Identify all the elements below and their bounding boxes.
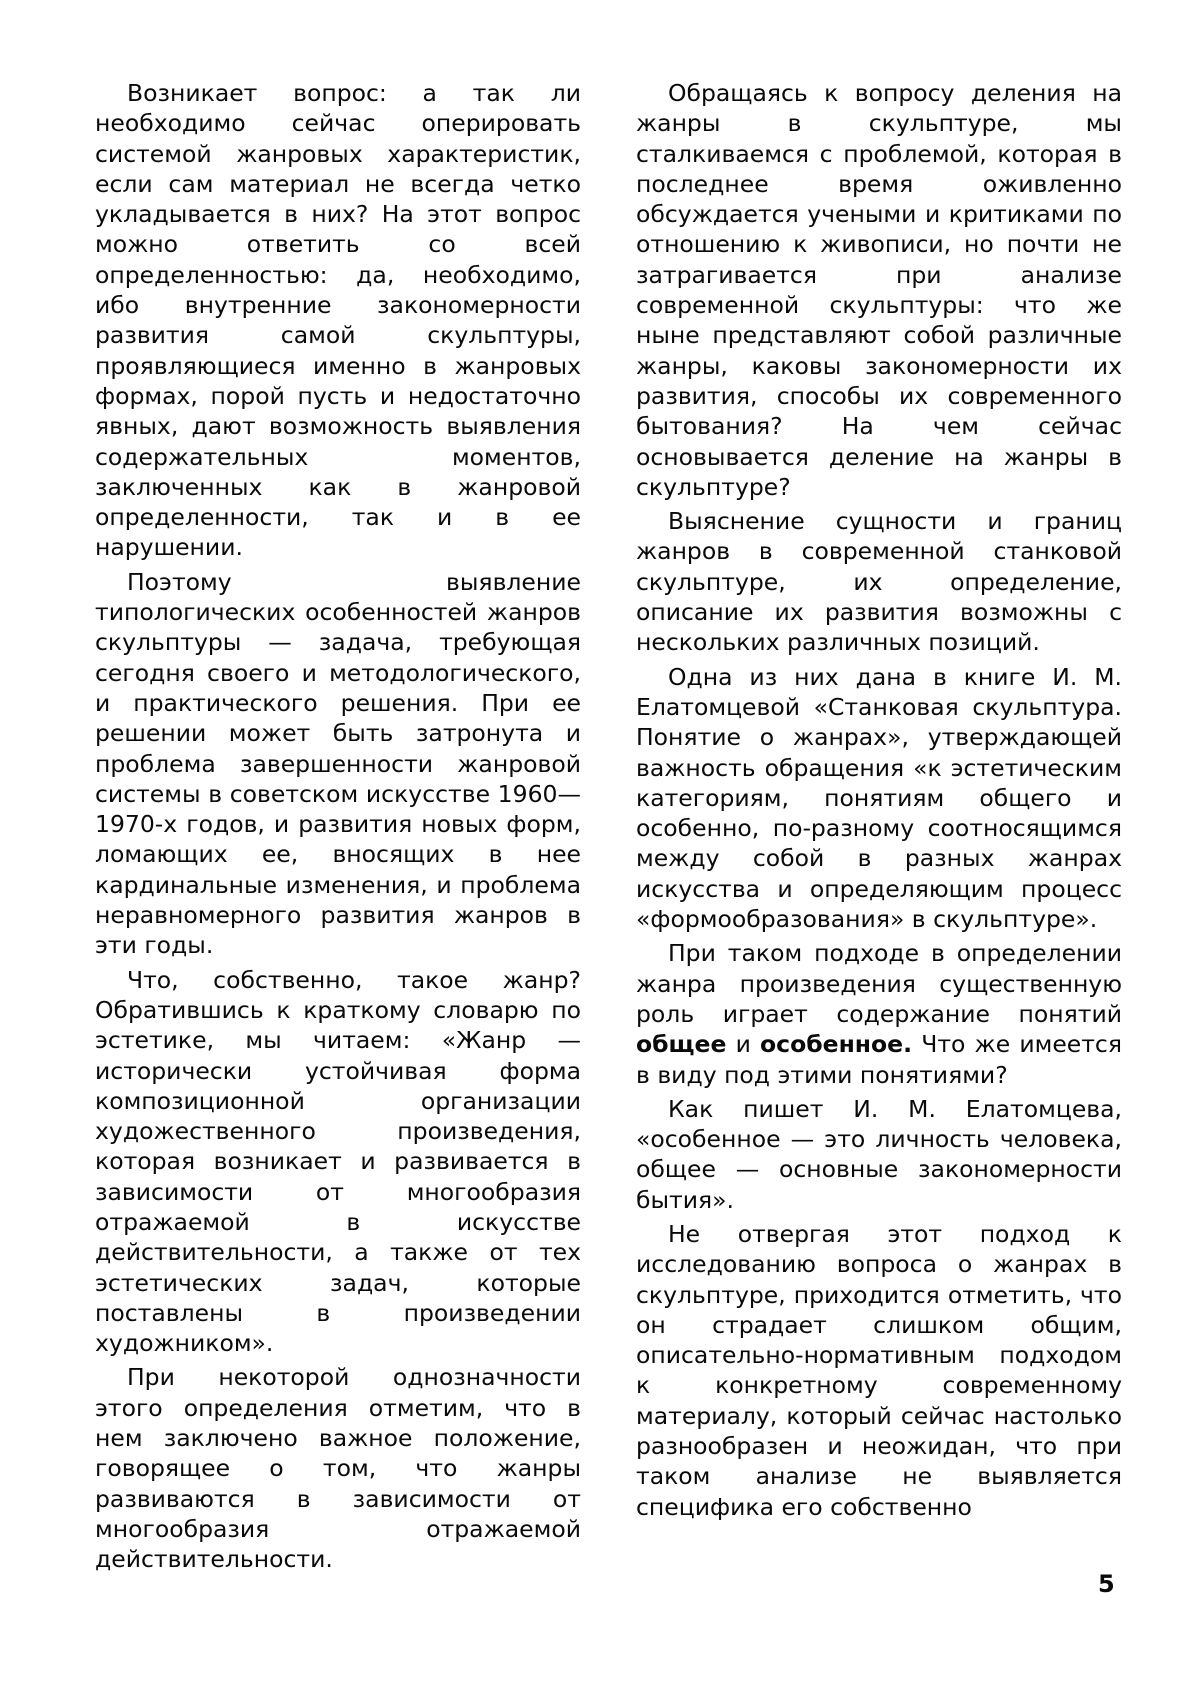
right-text-column xyxy=(636,78,1122,1526)
text-run: Что же имеется в виду под этими понятиями? xyxy=(636,1030,1122,1089)
paragraph: Что, собственно, такое жанр? Обратившись к краткому словарю по эстетике, мы читаем: «Жанр — исторически устойчивая форма композиционной организации художественного произведения, которая возникает и развивается в зависимости от многообразия отражаемой в искусстве действительности, а также от тех эстетических задач, которые поставлены в произведении художником». xyxy=(95,965,581,1358)
paragraph: Выяснение сущности и границ жанров в современной станковой скульптуре, их определение, описание их развития возможны с нескольких различных позиций. xyxy=(636,507,1122,657)
paragraph xyxy=(636,938,1122,1089)
paragraph: Обращаясь к вопросу деления на жанры в скульптуре, мы сталкиваемся с проблемой, которая в последнее время оживленно обсуждается учеными и критиками по отношению к живописи, но почти не затрагивается при анализе современной скульптуры: что же ныне представляют собой различные жанры, каковы закономерности их развития, способы их современного бытования? На чем сейчас основывается деление на жанры в скульптуре? xyxy=(636,79,1122,501)
paragraph: Не отвергая этот подход к исследованию вопроса о жанрах в скульптуре, приходится отметить, что он страдает слишком общим, описательно-нормативным подходом к конкретному современному материалу, который сейчас настолько разнообразен и неожидан, что при таком анализе не выявляется специфика его собственно xyxy=(636,1219,1122,1521)
paragraph: Как пишет И. М. Елатомцева, «особенное — это личность человека, общее — основные закономерности бытия». xyxy=(636,1094,1122,1214)
page-number: 5 xyxy=(1098,1570,1115,1598)
paragraph: Возникает вопрос: а так ли необходимо сейчас оперировать системой жанровых характеристик, если сам материал не всегда четко укладывается в них? На этот вопрос можно ответить со всей определенностью: да, необходимо, ибо внутренние закономерности развития самой скульптуры, проявляющиеся именно в жанровых формах, порой пусть и недостаточно явных, дают возможность выявления содержательных моментов, заключенных как в жанровой определенности, так и в ее нарушении. xyxy=(95,79,581,562)
left-text-column xyxy=(95,78,581,1579)
text-run: При таком подходе в определении жанра произведения существенную роль играет содержание понятий xyxy=(636,939,1122,1028)
bold-term-general: общее xyxy=(636,1030,727,1059)
paragraph: Поэтому выявление типологических особенностей жанров скульптуры — задача, требующая сегодня своего и методологического, и практического решения. При ее решении может быть затронута и проблема завершенности жанровой системы в советском искусстве 1960—1970-х годов, и развития новых форм, ломающих ее, вносящих в нее кардинальные изменения, и проблема неравномерного развития жанров в эти годы. xyxy=(95,567,581,960)
paragraph: Одна из них дана в книге И. М. Елатомцевой «Станковая скульптура. Понятие о жанрах», утверждающей важность обращения «к эстетическим категориям, понятиям общего и особенно, по-разному соотносящимся между собой в разных жанрах искусства и определяющим процесс «формообразования» в скульптуре». xyxy=(636,662,1122,934)
paragraph: При некоторой однозначности этого определения отметим, что в нем заключено важное положение, говорящее о том, что жанры развиваются в зависимости от многообразия отражаемой действительности. xyxy=(95,1363,581,1574)
bold-term-particular: особенное. xyxy=(760,1030,913,1059)
text-run: и xyxy=(726,1030,760,1059)
